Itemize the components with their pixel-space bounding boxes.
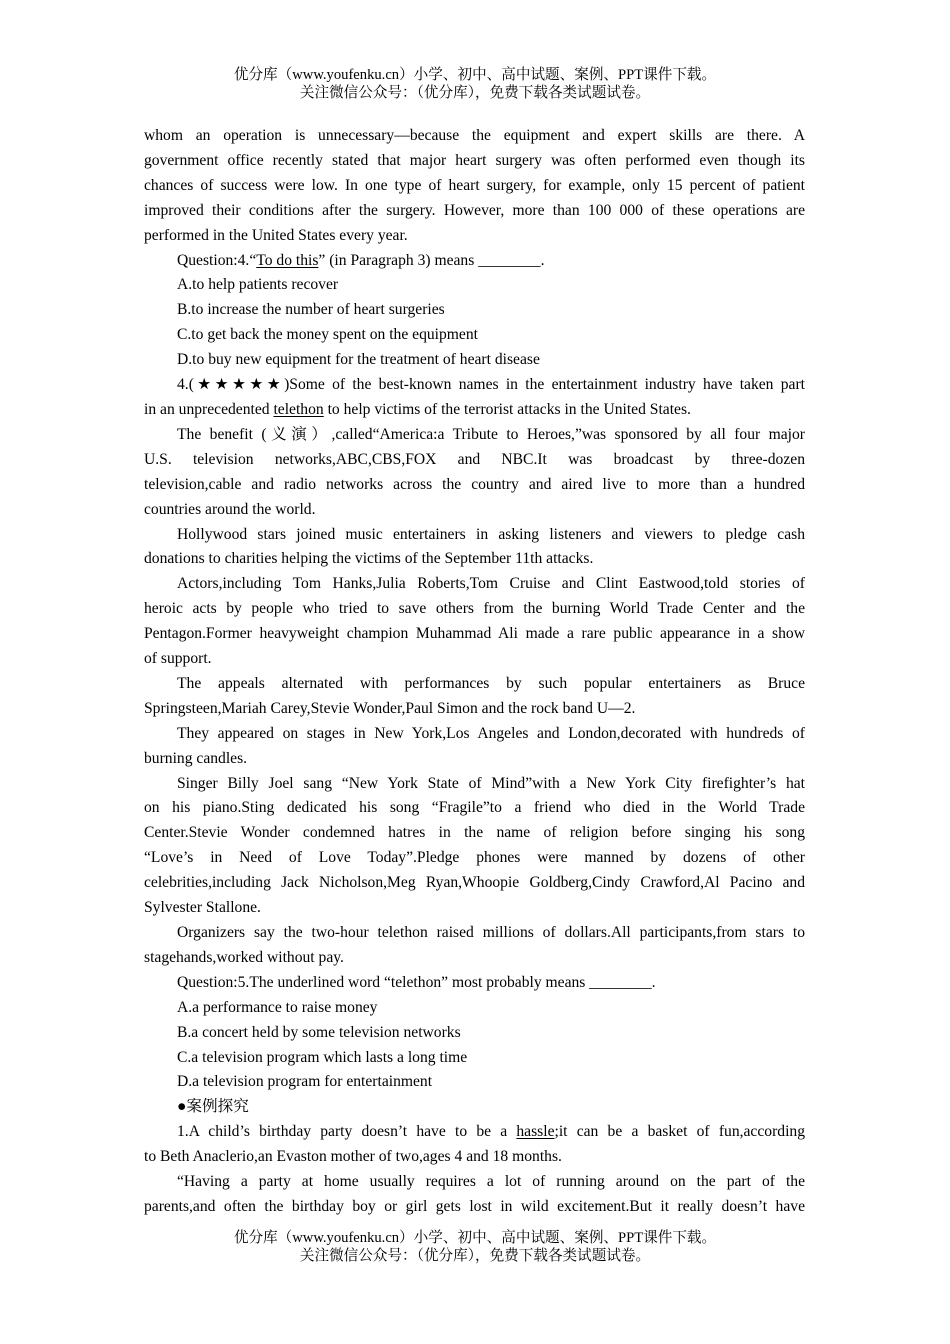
text-line: Singer Billy Joel sang “New York State of Mind”with a New York City firefighter’s hat: [177, 774, 805, 792]
text-line: “Love’s in Need of Love Today”.Pledge phones were manned by dozens of other: [144, 849, 805, 867]
q4-option-b: B.to increase the number of heart surgeries: [177, 301, 445, 319]
text-line: Actors,including Tom Hanks,Julia Roberts,Tom Cruise and Clint Eastwood,told stories of: [177, 575, 805, 593]
footer-line-2: 关注微信公众号：（优分库），免费下载各类试题试卷。: [299, 1248, 651, 1264]
text-line: The benefit (义演）,called“America:a Tribute to Heroes,”was sponsored by all four major: [177, 425, 805, 443]
q4-option-a: A.to help patients recover: [177, 276, 339, 294]
text-line: whom an operation is unnecessary—because the equipment and expert skills are there. A: [144, 127, 805, 144]
text-line: celebrities,including Jack Nicholson,Meg Ryan,Whoopie Goldberg,Cindy Crawford,Al Pacino and: [144, 874, 805, 892]
header-line-2: 关注微信公众号：（优分库），免费下载各类试题试卷。: [299, 85, 651, 101]
text-line: “Having a party at home usually requires a lot of running around on the part of the: [177, 1173, 805, 1191]
text-line: Center.Stevie Wonder condemned hatres in the name of religion before singing his song: [144, 824, 805, 842]
text-line: 4.(★★★★★)Some of the best-known names in the entertainment industry have taken part: [177, 376, 805, 394]
text-line: government office recently stated that major heart surgery was often performed even though its: [144, 151, 805, 169]
q5-option-c: C.a television program which lasts a long time: [177, 1048, 468, 1066]
header-line-1: 优分库（www.youfenku.cn）小学、初中、高中试题、案例、PPT课件下载。: [233, 67, 717, 83]
text-line: on his piano.Sting dedicated his song “Fragile”to a friend who died in the World Trade: [144, 799, 805, 817]
text-line: of support.: [144, 650, 212, 668]
text-span: 1.A child’s birthday party doesn’t have to be a: [177, 1123, 517, 1141]
text-span: in an unprecedented: [144, 400, 274, 418]
q5-option-a: A.a performance to raise money: [177, 998, 378, 1016]
q4-prefix: Question:4.“: [177, 251, 257, 269]
text-line: countries around the world.: [144, 500, 316, 518]
text-span: ;it can be a basket of fun,according: [554, 1123, 805, 1141]
q4-underlined-phrase: To do this: [256, 251, 319, 269]
text-line: The appeals alternated with performances by such popular entertainers as Bruce: [177, 674, 805, 692]
text-line: donations to charities helping the victims of the September 11th attacks.: [144, 550, 594, 568]
text-line: Pentagon.Former heavyweight champion Muhammad Ali made a rare public appearance in a show: [144, 625, 805, 643]
text-line: improved their conditions after the surgery. However, more than 100 000 of these operations are: [144, 201, 805, 219]
text-line: [144, 398, 805, 423]
text-line: to Beth Anaclerio,an Evaston mother of two,ages 4 and 18 months.: [144, 1148, 562, 1166]
text-line: television,cable and radio networks across the country and aired live to more than a hundred: [144, 475, 805, 493]
q4-suffix: ” (in Paragraph 3) means ________.: [318, 251, 545, 269]
text-line: burning candles.: [144, 749, 248, 767]
question-4-stem: [144, 249, 805, 274]
text-line: They appeared on stages in New York,Los Angeles and London,decorated with hundreds of: [177, 724, 805, 742]
text-line: heroic acts by people who tried to save others from the burning World Trade Center and the: [144, 600, 805, 618]
page-footer: [0, 1229, 950, 1265]
section-heading: ●案例探究: [177, 1098, 249, 1116]
text-line: chances of success were low. In one type of heart surgery, for example, only 15 percent of patient: [144, 176, 805, 194]
q4-option-c: C.to get back the money spent on the equipment: [177, 326, 478, 344]
text-line: U.S. television networks,ABC,CBS,FOX and NBC.It was broadcast by three-dozen: [144, 450, 805, 468]
footer-line-1: 优分库（www.youfenku.cn）小学、初中、高中试题、案例、PPT课件下载。: [233, 1230, 717, 1246]
text-line: Springsteen,Mariah Carey,Stevie Wonder,Paul Simon and the rock band U—2.: [144, 699, 636, 717]
text-line: performed in the United States every year.: [144, 226, 408, 244]
q4-option-d: D.to buy new equipment for the treatment of heart disease: [177, 351, 540, 369]
text-line: Organizers say the two-hour telethon raised millions of dollars.All participants,from stars to: [177, 924, 805, 941]
text-line: parents,and often the birthday boy or girl gets lost in wild excitement.But it really doesn’t have: [144, 1197, 805, 1215]
text-line: stagehands,worked without pay.: [144, 948, 344, 966]
page-header: [0, 66, 950, 102]
q5-option-b: B.a concert held by some television networks: [177, 1023, 461, 1041]
text-line: Sylvester Stallone.: [144, 899, 261, 917]
text-line: [144, 1120, 805, 1145]
underlined-word-hassle: hassle: [516, 1123, 555, 1141]
document-body: [144, 124, 805, 1220]
text-line: Hollywood stars joined music entertainers in asking listeners and viewers to pledge cash: [177, 525, 805, 543]
underlined-word-telethon: telethon: [273, 400, 324, 418]
q5-option-d: D.a television program for entertainment: [177, 1073, 433, 1091]
question-5-stem: Question:5.The underlined word “telethon” most probably means ________.: [177, 973, 656, 991]
text-span: to help victims of the terrorist attacks in the United States.: [323, 400, 691, 418]
